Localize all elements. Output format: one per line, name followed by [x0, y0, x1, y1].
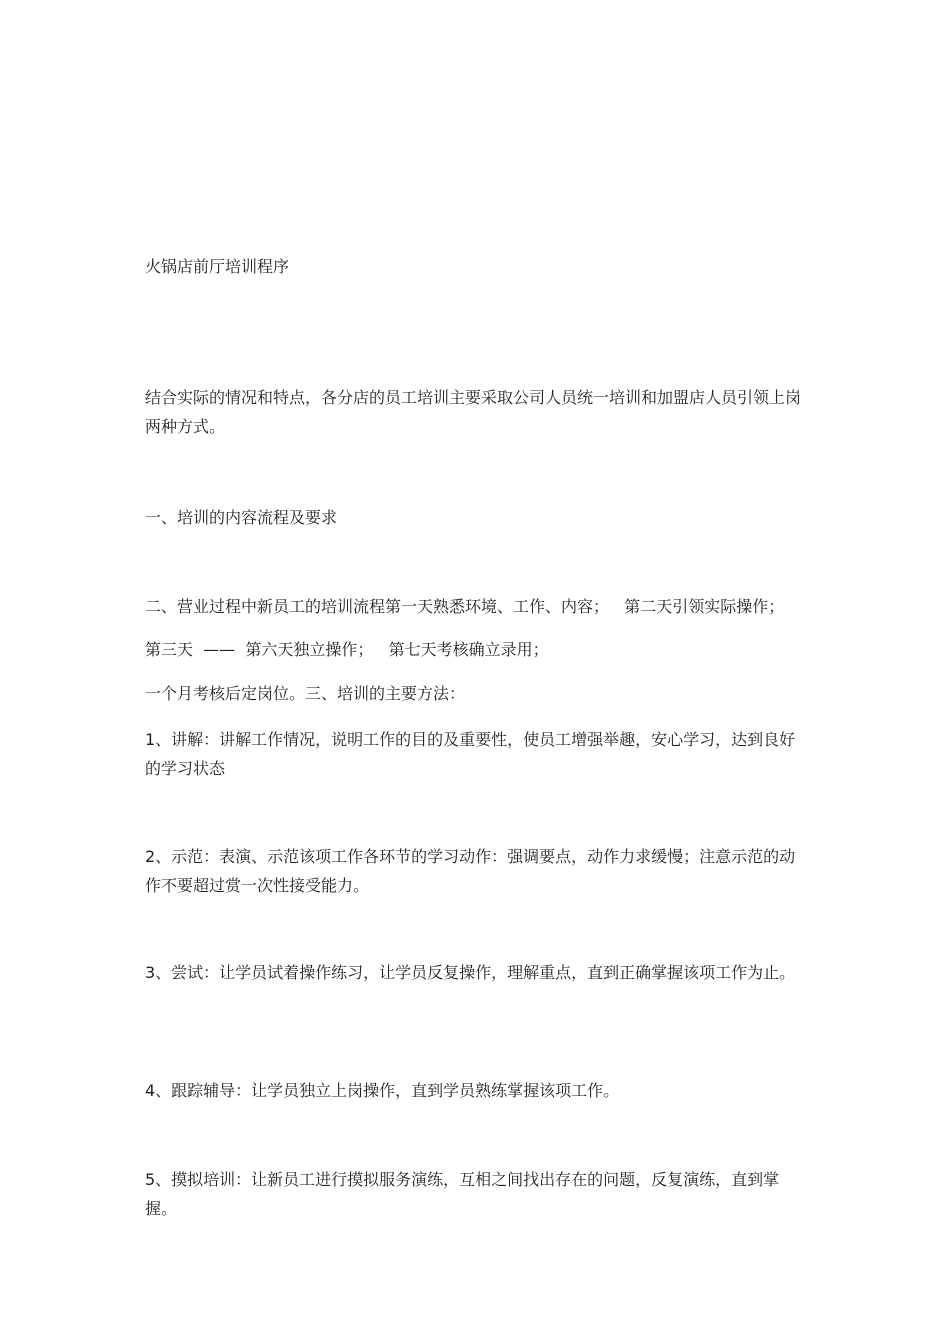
method-item-2: 2、示范：表演、示范该项工作各环节的学习动作：强调要点，动作力求缓慢；注意示范的动作不要超过赏一次性接受能力。 [145, 847, 796, 895]
section-2-line-2: 第三天 —— 第六天独立操作； 第七天考核确立录用； [145, 640, 549, 659]
method-item-5: 5、摸拟培训：让新员工进行摸拟服务演练，互相之间找出存在的问题，反复演练，直到掌握。 [145, 1170, 780, 1218]
method-item-4: 4、跟踪辅导：让学员独立上岗操作，直到学员熟练掌握该项工作。 [145, 1081, 620, 1100]
section-2-line-3: 一个月考核后定岗位。三、培训的主要方法： [145, 684, 466, 703]
method-item-3: 3、尝试：让学员试着操作练习，让学员反复操作，理解重点，直到正确掌握该项工作为止。 [145, 963, 796, 982]
section-2-line-1: 二、营业过程中新员工的培训流程第一天熟悉环境、工作、内容； 第二天引领实际操作； [145, 597, 785, 616]
intro-paragraph: 结合实际的情况和特点，各分店的员工培训主要采取公司人员统一培训和加盟店人员引领上岗两种方式。 [145, 388, 802, 436]
section-heading-1: 一、培训的内容流程及要求 [145, 508, 338, 527]
document-title: 火锅店前厅培训程序 [145, 257, 290, 276]
method-item-1: 1、讲解：讲解工作情况，说明工作的目的及重要性，使员工增强举趣，安心学习，达到良好的学习状态 [145, 730, 796, 778]
